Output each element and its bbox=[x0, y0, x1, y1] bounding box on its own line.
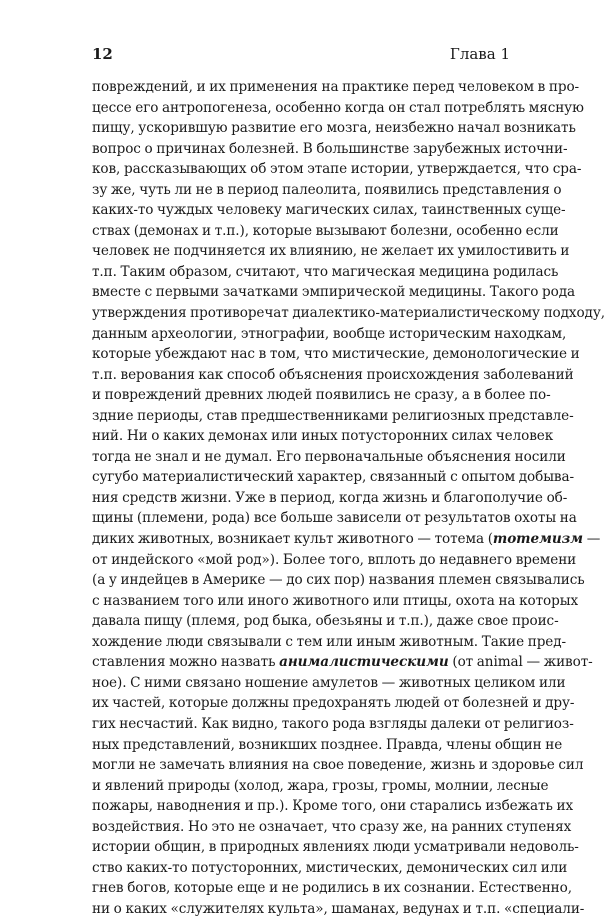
text-line: ставления можно назвать анималистическими (от animal — живот- bbox=[92, 654, 593, 671]
text-line: данным археологии, этнографии, вообще историческим находкам, bbox=[92, 325, 567, 342]
text-line: гих несчастий. Как видно, такого рода взгляды далеки от религиоз- bbox=[92, 715, 574, 732]
text-line: гнев богов, которые еще и не родились в их сознании. Естественно, bbox=[92, 880, 572, 897]
text-line: здние периоды, став предшественниками религиозных представле- bbox=[92, 407, 574, 424]
text-line: ни о каких «служителях культа», шаманах, ведунах и т.п. «специали- bbox=[92, 900, 585, 917]
text-line: ствах (демонах и т.п.), которые вызывают болезни, особенно если bbox=[92, 222, 559, 239]
text-line: ков, рассказывающих об этом этапе истории, утверждается, что сра- bbox=[92, 161, 582, 178]
text-line: ство каких-то потусторонних, мистических, демонических сил или bbox=[92, 859, 568, 876]
text-line: цессе его антропогенеза, особенно когда он стал потреблять мясную bbox=[92, 99, 584, 116]
text-line: воздействия. Но это не означает, что сразу же, на ранних ступенях bbox=[92, 818, 572, 835]
emphasized-term: тотемизм bbox=[492, 531, 583, 548]
text-line: повреждений, и их применения на практике перед человеком в про- bbox=[92, 79, 580, 95]
text-line: пожары, наводнения и пр.). Кроме того, они старались избежать их bbox=[92, 798, 574, 815]
text-line: вопрос о причинах болезней. В большинстве зарубежных источни- bbox=[92, 140, 568, 157]
text-line: хождение люди связывали с тем или иным животным. Такие пред- bbox=[92, 633, 567, 650]
text-line: человек не подчиняется их влиянию, не желает их умилостивить и bbox=[92, 243, 570, 260]
text-line: сугубо материалистический характер, связанный с опытом добыва- bbox=[92, 469, 574, 486]
text-line: ния средств жизни. Уже в период, когда жизнь и благополучие об- bbox=[92, 489, 568, 506]
text-line: пищу, ускорившую развитие его мозга, неизбежно начал возникать bbox=[92, 120, 576, 137]
text-line: т.п. верования как способ объяснения происхождения заболеваний bbox=[92, 366, 574, 383]
text-line: зу же, чуть ли не в период палеолита, появились представления о bbox=[92, 181, 562, 198]
text-line: ное). С ними связано ношение амулетов — животных целиком или bbox=[92, 674, 566, 691]
text-line: т.п. Таким образом, считают, что магическая медицина родилась bbox=[92, 263, 559, 280]
text-line: тогда не знал и не думал. Его первоначальные объяснения носили bbox=[92, 448, 566, 465]
text-line: могли не замечать влияния на свое поведение, жизнь и здоровье сил bbox=[92, 757, 584, 774]
text-line: вместе с первыми зачатками эмпирической медицины. Такого рода bbox=[92, 284, 576, 301]
body-text bbox=[92, 77, 605, 919]
text-line: и повреждений древних людей появились не сразу, а в более по- bbox=[92, 387, 551, 404]
text-line: от индейского «мой род»). Более того, вплоть до недавнего времени bbox=[92, 551, 577, 568]
text-line: диких животных, возникает культ животного — тотема (тотемизм — bbox=[92, 531, 601, 548]
text-line: и явлений природы (холод, жара, грозы, громы, молнии, лесные bbox=[92, 777, 549, 794]
text-line: (а у индейцев в Америке — до сих пор) названия племен связывались bbox=[92, 572, 585, 589]
emphasized-term: анималистическими bbox=[279, 654, 449, 671]
text-line: с названием того или иного животного или птицы, охота на которых bbox=[92, 592, 579, 609]
text-line: их частей, которые должны предохранять людей от болезней и дру- bbox=[92, 695, 575, 712]
text-line: утверждения противоречат диалектико-материалистическому подходу, bbox=[92, 305, 605, 322]
text-line: щины (племени, рода) все больше зависели от результатов охоты на bbox=[92, 510, 577, 527]
page-number: 12 bbox=[92, 45, 113, 63]
text-line: ний. Ни о каких демонах или иных потусторонних силах человек bbox=[92, 428, 554, 445]
text-line: которые убеждают нас в том, что мистические, демонологические и bbox=[92, 346, 580, 363]
text-line: ных представлений, возникших позднее. Правда, члены общин не bbox=[92, 736, 563, 753]
text-line: истории общин, в природных явлениях люди усматривали недоволь- bbox=[92, 839, 579, 856]
running-head: Глава 1 bbox=[449, 45, 510, 63]
text-line: каких-то чуждых человеку магических силах, таинственных суще- bbox=[92, 202, 566, 219]
text-line: давала пищу (племя, род быка, обезьяны и т.п.), даже свое проис- bbox=[92, 613, 559, 630]
